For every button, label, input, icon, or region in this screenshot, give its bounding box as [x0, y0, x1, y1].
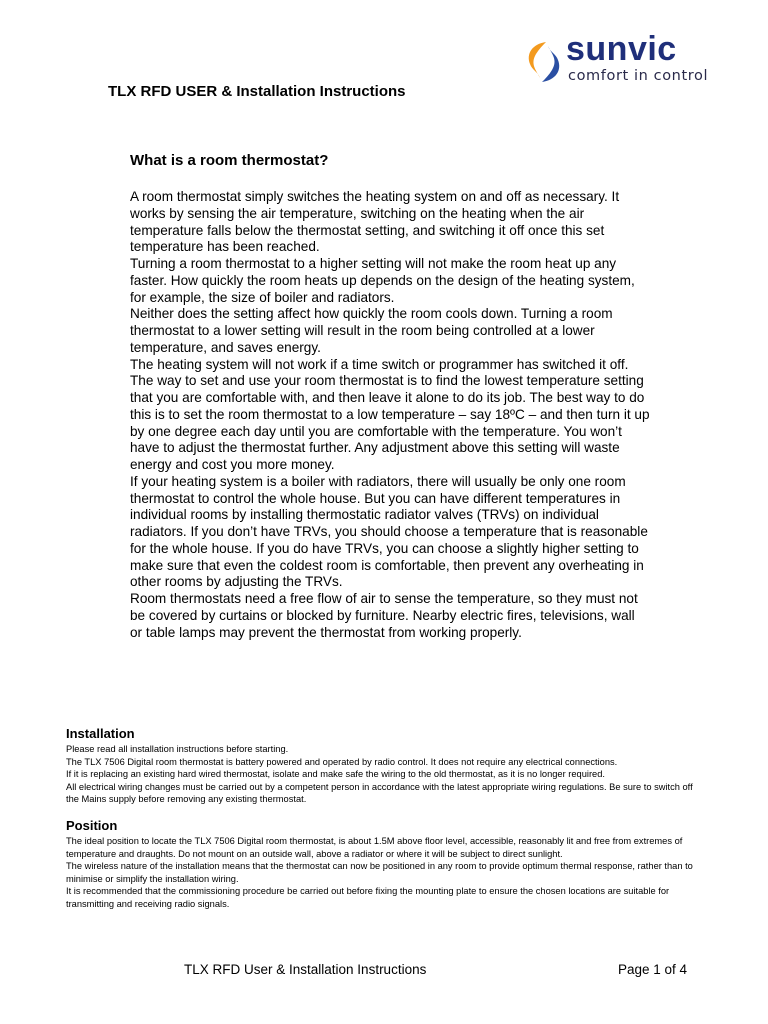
thermostat-heading: What is a room thermostat?: [130, 152, 329, 169]
installation-body: [66, 743, 706, 806]
position-paragraph: The wireless nature of the installation means that the thermostat can now be positioned in any room to provide optimum thermal response, rather than to minimise or simplify the installation wiring.: [66, 861, 693, 884]
thermostat-body: [130, 189, 650, 641]
body-paragraph: The heating system will not work if a time switch or programmer has switched it off.: [130, 356, 629, 372]
body-paragraph: A room thermostat simply switches the heating system on and off as necessary. It works by sensing the air temperature, switching on the heating when the air temperature falls below the thermostat setting, and switching it off once this set temperature has been reached.: [130, 189, 620, 255]
body-paragraph: The way to set and use your room thermostat is to find the lowest temperature setting that you are comfortable with, and then leave it alone to do its job. The best way to do this is to set the room thermostat to a low temperature – say 18ºC – and then turn it up by one degree each day until you are comfortable with the temperature. You won’t have to adjust the thermostat further. Any adjustment above this setting will waste energy and cost you more money.: [130, 373, 650, 472]
logo-name: sunvic: [566, 30, 677, 68]
logo-tagline: comfort in control: [568, 68, 709, 84]
installation-paragraph: All electrical wiring changes must be carried out by a competent person in accordance with the latest appropriate wiring regulations. Be sure to switch off the Mains supply before removing any existing thermostat.: [66, 781, 693, 805]
document-title: TLX RFD USER & Installation Instructions: [108, 83, 406, 100]
position-paragraph: The ideal position to locate the TLX 7506 Digital room thermostat, is about 1.5M above floor level, accessible, reasonably lit and free from extremes of temperature and draughts. Do not mount on an outside wall, above a radiator or where it will be subject to direct sunlight.: [66, 836, 683, 859]
installation-paragraph: If it is replacing an existing hard wired thermostat, isolate and make safe the wiring to the old thermostat, as it is no longer required.: [66, 769, 605, 780]
installation-heading: Installation: [66, 726, 135, 741]
installation-paragraph: The TLX 7506 Digital room thermostat is battery powered and operated by radio control. It does not require any electrical connections.: [66, 756, 618, 767]
page-number: Page 1 of 4: [618, 962, 688, 977]
body-paragraph: Turning a room thermostat to a higher setting will not make the room heat up any faster. How quickly the room heats up depends on the design of the heating system, for example, the size of boiler and radiators.: [130, 256, 635, 305]
installation-paragraph: Please read all installation instructions before starting.: [66, 744, 289, 754]
body-paragraph: Neither does the setting affect how quickly the room cools down. Turning a room thermostat to a lower setting will result in the room being controlled at a lower temperature, and saves energy.: [130, 306, 613, 355]
footer-title: TLX RFD User & Installation Instructions: [184, 962, 427, 977]
body-paragraph: If your heating system is a boiler with radiators, there will usually be only one room thermostat to control the whole house. But you can have different temperatures in individual rooms by installing thermostatic radiator valves (TRVs) on individual radiators. If you don’t have TRVs, you should choose a temperature that is reasonable for the whole house. If you do have TRVs, you can choose a slightly higher setting to make sure that even the coldest room is comfortable, then prevent any overheating in other rooms by adjusting the TRVs.: [130, 473, 648, 590]
sunvic-logo: [524, 30, 720, 88]
position-heading: Position: [66, 818, 118, 833]
body-paragraph: Room thermostats need a free flow of air to sense the temperature, so they must not be covered by curtains or blocked by furniture. Nearby electric fires, televisions, wall or table lamps may prevent the thermostat from working properly.: [130, 591, 638, 640]
sunvic-logo-mark-icon: [524, 40, 564, 84]
position-paragraph: It is recommended that the commissioning procedure be carried out before fixing the mounting plate to ensure the chosen locations are suitable for transmitting and receiving radio signals.: [66, 886, 670, 909]
position-body: [66, 835, 706, 911]
